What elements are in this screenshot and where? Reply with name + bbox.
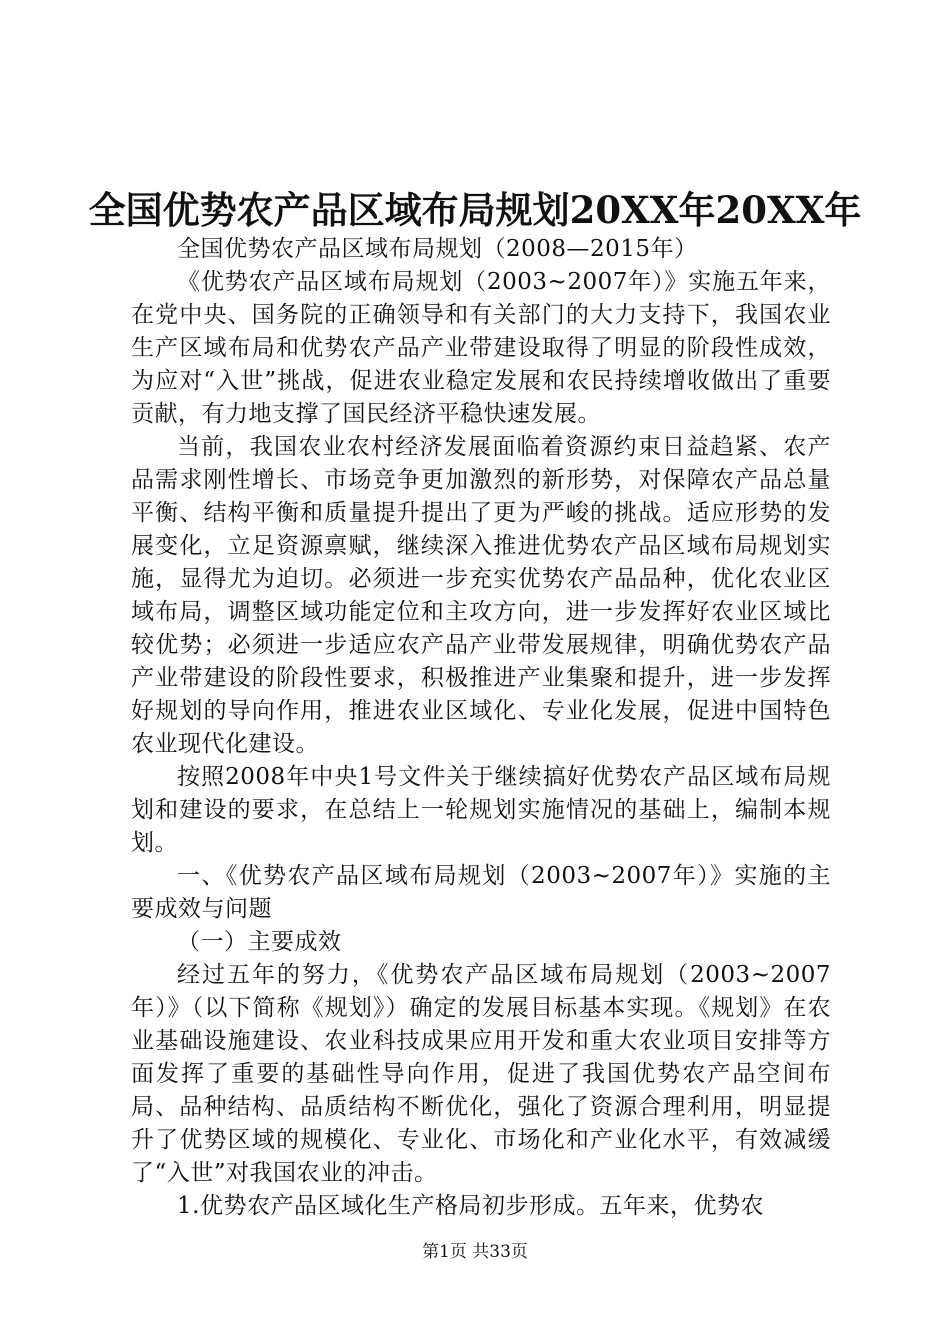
paragraph-achievements: 经过五年的努力，《优势农产品区域布局规划（2003~2007年）》（以下简称《规划》）确定的发展目标基本实现。《规划》在农业基础设施建设、农业科技成果应用开发和重大农业项目安排等方面发挥了重要的基础性导向作用，促进了我国优势农产品空间布局、品种结构、品质结构不断优化，强化了资源合理利用，明显提升了优势区域的规模化、专业化、市场化和产业化水平，有效减缓了“入世”对我国农业的冲击。 — [131, 962, 831, 1186]
section-heading-1: 一、《优势农产品区域布局规划（2003~2007年）》实施的主要成效与问题 — [131, 863, 831, 922]
document-body — [131, 233, 831, 1223]
paragraph-current-situation: 当前，我国农业农村经济发展面临着资源约束日益趋紧、农产品需求刚性增长、市场竞争更加激烈的新形势，对保障农产品总量平衡、结构平衡和质量提升提出了更为严峻的挑战。适应形势的发展变化，立足资源禀赋，继续深入推进优势农产品区域布局规划实施，显得尤为迫切。必须进一步充实优势农产品品种，优化农业区域布局，调整区域功能定位和主攻方向，进一步发挥好农业区域比较优势；必须进一步适应农产品产业带发展规律，明确优势农产品产业带建设的阶段性要求，积极推进产业集聚和提升，进一步发挥好规划的导向作用，推进农业区域化、专业化发展，促进中国特色农业现代化建设。 — [131, 434, 831, 757]
page-title: 全国优势农产品区域布局规划20XX年20XX年 — [88, 188, 862, 232]
subsection-heading-1: （一）主要成效 — [177, 929, 342, 955]
paragraph-intro: 《优势农产品区域布局规划（2003~2007年）》实施五年来，在党中央、国务院的正确领导和有关部门的大力支持下，我国农业生产区域布局和优势农产品产业带建设取得了明显的阶段性成效，为应对“入世”挑战，促进农业稳定发展和农民持续增收做出了重要贡献，有力地支撑了国民经济平稳快速发展。 — [131, 269, 831, 427]
page-footer: 第1页 共33页 — [422, 1242, 528, 1262]
document-subtitle: 全国优势农产品区域布局规划（2008—2015年） — [177, 236, 698, 262]
paragraph-item-1: 1.优势农产品区域化生产格局初步形成。五年来，优势农 — [177, 1193, 764, 1219]
paragraph-basis: 按照2008年中央1号文件关于继续搞好优势农产品区域布局规划和建设的要求，在总结上一轮规划实施情况的基础上，编制本规划。 — [131, 764, 831, 856]
